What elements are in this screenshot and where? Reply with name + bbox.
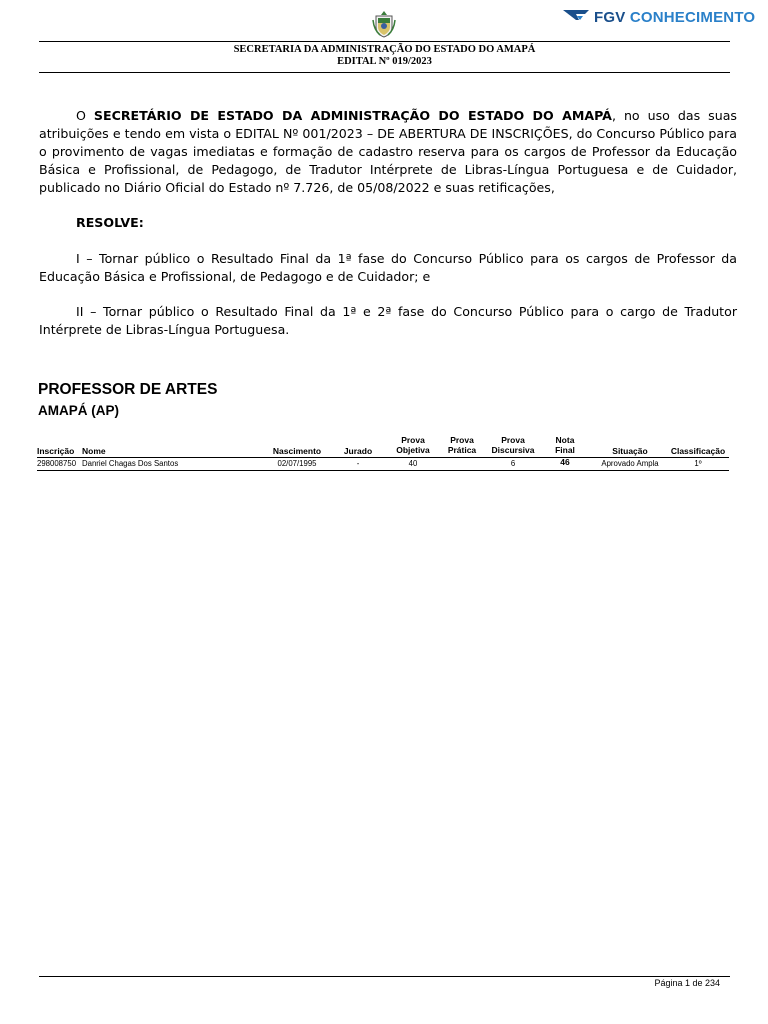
col-header-nota-final [545,435,585,455]
col-header-nota-final-line1: Nota [555,435,575,445]
cell-situacao: Aprovado Ampla [601,459,659,468]
intro-rest: , no uso das suas atribuições e tendo em vista o EDITAL Nº 001/2023 – DE ABERTURA DE INSCRIÇÕES, do Concurso Público para o provimento de vagas imediatas e formação de cadastro reserva para os cargos de Professor da Educação Básica e Profissional, de Pedagogo, de Tradutor Intérprete de Libras-Língua Portuguesa e de Cuidador, publicado no Diário Oficial do Estado nº 7.726, de 05/08/2022 e suas retificações, [39,108,737,195]
footer-rule [39,976,730,977]
col-header-objetiva [389,435,437,455]
cell-classificacao: 1º [694,459,702,468]
col-header-pratica-line1: Prova [450,435,474,445]
table-bottom-rule [37,470,729,471]
col-header-discursiva [487,435,539,455]
cell-jurado: - [356,459,360,468]
item-one-text: I – Tornar público o Resultado Final da 1ª fase do Concurso Público para os cargos de Professor da Educação Básica e Profissional, de Pedagogo e de Cuidador; e [39,251,737,284]
page-number: Página 1 de 234 [654,978,720,988]
col-header-nascimento: Nascimento [272,446,322,456]
col-header-pratica-line2: Prática [447,445,477,455]
col-header-inscricao: Inscrição [37,446,75,456]
item-two-text: II – Tornar público o Resultado Final da 1ª e 2ª fase do Concurso Público para o cargo de Tradutor Intérprete de Libras-Língua Portuguesa. [39,304,737,337]
cell-nota-final: 46 [560,457,570,467]
col-header-nome: Nome [82,446,106,456]
col-header-objetiva-line2: Objetiva [396,445,430,455]
col-header-classificacao: Classificação [670,446,726,456]
header-edital: EDITAL Nº 019/2023 [337,56,432,67]
table-row [0,459,768,470]
fgv-brand-part2: CONHECIMENTO [629,8,756,26]
section-subtitle: AMAPÁ (AP) [38,403,119,418]
col-header-pratica [440,435,484,455]
col-header-situacao: Situação [612,446,648,456]
col-header-objetiva-line1: Prova [401,435,425,445]
cell-inscricao: 298008750 [37,459,77,468]
resolve-label: RESOLVE: [76,215,144,230]
col-header-jurado: Jurado [343,446,373,456]
results-table [0,0,768,480]
intro-bold: SECRETÁRIO DE ESTADO DA ADMINISTRAÇÃO DO ESTADO DO AMAPÁ [93,108,612,123]
col-header-discursiva-line2: Discursiva [491,445,535,455]
col-header-discursiva-line1: Prova [501,435,525,445]
cell-discursiva: 6 [510,459,516,468]
section-title: PROFESSOR DE ARTES [38,381,218,398]
cell-nome: Danriel Chagas Dos Santos [82,459,179,468]
cell-objetiva: 40 [408,459,418,468]
col-header-nota-final-line2: Final [555,445,575,455]
cell-nascimento: 02/07/1995 [277,459,317,468]
header-agency: SECRETARIA DA ADMINISTRAÇÃO DO ESTADO DO AMAPÁ [233,44,536,55]
intro-prefix: O [76,108,94,123]
table-header-rule [37,457,729,458]
fgv-brand-part1: FGV [594,8,626,26]
